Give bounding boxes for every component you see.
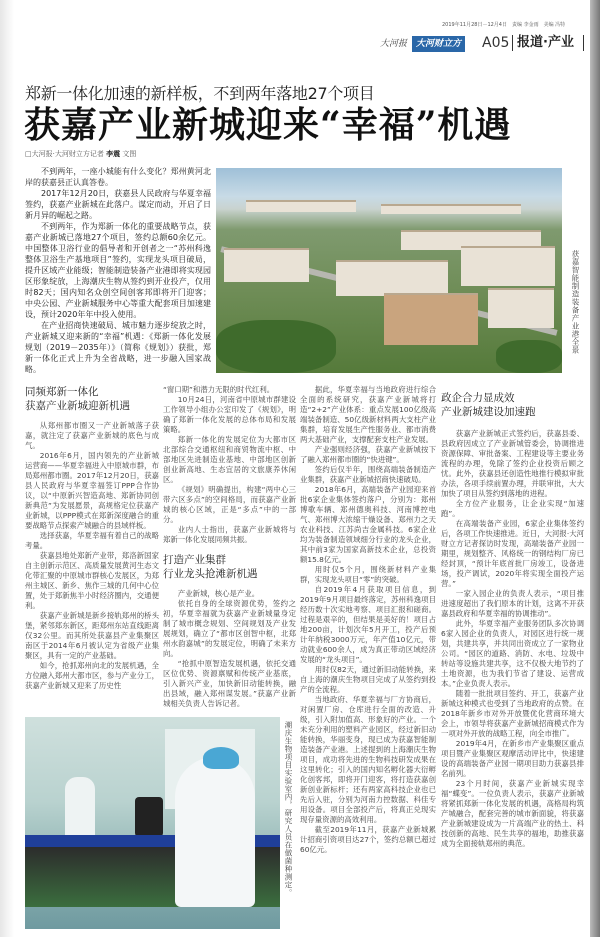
paragraph: 全方位产业服务，让企业实现“加速跑”。 <box>441 499 584 518</box>
byline <box>25 150 136 159</box>
paragraph: 不到两年，作为郑新一体化的重要战略节点，获嘉产业新城已落地27个项目，签约总额60余亿元。中国整体卫浴行业的倡导者和开创者之一“苏州科逸整体卫浴生产基地项目”签约，实现龙头项目破局，提升区域产业能级；智能制造装备产业港即将实现园区形象绽放，上海潮庆生物从签约到开业投产，仅用时82天；国内知名众创空间创客邦即将开门迎客；中央公园、产业新城服务中心等重大配套项目加速建设，预计2020年年中投入使用。 <box>25 222 211 319</box>
column-2 <box>163 385 296 709</box>
column-3 <box>300 385 436 855</box>
paragraph: 据此，华夏幸福与当地政府进行综合全面的系统研究，获嘉产业新城将打造“2+2”产业体系：重点发展100亿级高端装备制造、50亿级新材料两大支柱产业集群，培育发展生产性服务业、都市消费两大基础产业，支撑配套支柱产业发展。 <box>300 385 436 444</box>
paragraph: 自2019年4月获取项目信息，到2019年9月项目最终落定，苏州科逸项目经历数十次实地考察、项目汇报和磋商。过程是艰辛的，但结果是美好的！项目占地200亩，计划次年5月开工，投产后预计年纳税3000万元，年产值10亿元，带动就业600余人，成为真正带动区域经济发展的“龙头项目”。 <box>300 585 436 664</box>
building <box>488 288 554 328</box>
paragraph: 获嘉产业新城正式签约后，获嘉县委、县政府因成立了产业新城管委会，协调推进资源保障、审批备案、工程建设等主要业务流程的办理，免除了签约企业投资后顾之忧。此外，获嘉县还创造性地推行模拟审批办法，各项手续前置办理，并联审批，大大加快了项目从签约到落地的进程。 <box>441 429 584 498</box>
paragraph: 截至2019年11月，获嘉产业新城累计招商引资项目达27个，签约总额已超过60亿元。 <box>300 825 436 854</box>
divider <box>583 35 584 51</box>
heading-line: 获嘉产业新城迎新机遇 <box>25 400 130 412</box>
building <box>384 293 478 345</box>
paragraph: 郑新一体化的发展定位为大都市区北部综合交通枢纽和商贸物流中枢、中部地区先进制造业基地、中部地区创新创业新高地、生态宜居的文旅康养休闲区。 <box>163 435 296 484</box>
paragraph: 不到两年，一座小城能有什么变化？郑州黄河北岸的获嘉县正认真答卷。 <box>25 167 211 187</box>
column-4 <box>441 385 584 849</box>
paragraph: 从郑州都市圈又一产业新城落子获嘉，就注定了获嘉产业新城的底色与成气。 <box>25 421 159 450</box>
paragraph: “窗口期”和潜力无限的时代红利。 <box>163 385 275 394</box>
paragraph: 用时仅5个月，围绕新材料产业集群，实现龙头项目“零”的突破。 <box>300 565 436 584</box>
paragraph: 当地政府、华夏幸福与厂方协商后，对闲置厂房、仓库进行全面的改造、升级，引入附加值高、形象好的产业。一个未充分利用的塑料产业园区，经过新旧动能转换，华丽变身，现已成为获嘉智能制造装备产业港。上述提到的上海潮庆生物项目，成功将先进的生物科技研发成果在这里转化；引入的国内知名孵化器大衍孵化创客邦，即将开门迎客，将打造获嘉创新创业新标杆；还有两家高科技企业也已先后入驻，分别为河南力控数据、科佳专用设备。项目全部投产后，将真正兑现实现存量资源的高效利用。 <box>300 695 436 824</box>
building <box>381 204 521 214</box>
paragraph: 在高端装备产业园，6家企业集体签约后，各项工作快速推进。近日，大河报·大河财立方记者探访时发现，高端装备产业园一期里，规划整齐、风格统一的钢结构厂房已经封顶，“预计年底首批厂房竣工，设备进场，投产调试，2020年将实现全面投产运营。” <box>441 519 584 588</box>
trees <box>216 320 336 373</box>
section-name: 报道·产业 <box>517 35 574 50</box>
page-edge <box>590 0 600 937</box>
article-subtitle: 郑新一体化加速的新样板，不到两年落地27个项目 <box>25 84 375 103</box>
trees <box>496 340 562 373</box>
paragraph: 获嘉县地处郑新产业带，郑洛新国家自主创新示范区、高质量发展黄河生态文化带汇聚的中原城市群核心发展区，为郑州主城区、新乡、焦作三城的几何中心位置，处于郑新焦半小时经济圈内，交通便利。 <box>25 551 159 610</box>
paragraph: 产业新城，核心是产业。 <box>177 589 260 598</box>
researcher-cap <box>203 747 239 769</box>
page-header <box>380 22 585 60</box>
building <box>336 260 448 296</box>
photo-caption: 获嘉智能制造装备产业港全景 <box>571 250 580 354</box>
paragraph: 业内人士指出，获嘉产业新城将与郑新一体化发展同频共振。 <box>163 525 296 544</box>
paragraph: 2018年6月，高端装备产业园迎来首批6家企业集体签约落户，分别为：郑州博歌车辆、郑州德奥科技、河南博控电气、郑州博大浓缩干燥设备、郑州力之天农业科技、江苏尚吉金属科技。6家企业均为装备制造领域细分行业的龙头企业，其中前3家为国家高新技术企业，总投资额15.8亿元。 <box>300 485 436 564</box>
section-heading <box>25 385 159 413</box>
paragraph: 此外，华夏幸福产业服务团队多次协调6家入园企业的负责人，对园区进行统一规划，共建共享，并共同出资成立了一家物业公司。“园区的道路、消防、水电、垃圾中转站等设施共建共享，这不仅极大地节约了土地资源，也为我们节省了建设、运营成本。”企业负责人表示。 <box>441 619 584 688</box>
newspaper-logo: 大河报 <box>380 39 408 49</box>
paragraph: 产业强则经济强，获嘉产业新城按下了融入郑州都市圈的“快进键”。 <box>300 445 436 464</box>
byline-prefix: □大河报·大河财立方记者 <box>25 150 104 158</box>
paragraph: 在产业招商快速破局、城市魅力逐步绽放之时，产业新城又迎来新的“幸福”机遇：《郑新一体化发展规划（2019－2035年）》（简称《规划》）获批，郑新一体化正式上升为全省战略，进一步融入国家战略。 <box>25 321 211 374</box>
photo-caption: 潮庆生物项目实验室内，研究人员在做菌种测定。 <box>284 721 293 897</box>
paragraph: 依托自身的全球资源优势，签约之初，华夏幸福就为获嘉产业新城量身定制了城市概念规划、空间规划及产业发展规划，确立了“都市区创智中枢，北郑州水韵嘉城”的发展定位，明确了未来方向。 <box>163 599 296 658</box>
supplement-logo: 大河财立方 <box>412 36 465 52</box>
paragraph: 用时仅82天，通过新旧动能转换，来自上海的潮庆生物项目完成了从签约到投产的全流程。 <box>300 665 436 694</box>
building <box>461 246 555 286</box>
page-shadow <box>0 0 14 937</box>
heading-line: 同频郑新一体化 <box>25 386 99 398</box>
paragraph: 2016年6月，国内领先的产业新城运营商——华夏幸福进入中原城市群，布局郑州都市圈。2017年12月20日，获嘉县人民政府与华夏幸福签订PPP合作协议，以“中原新兴智造高地、郑新协同创新典范”为发展愿景，高规格定位获嘉产业新城，以PPP模式在郑新深度融合的重要战略节点探索产城融合的县域样板。 <box>25 451 159 530</box>
heading-line: 打造产业集群 <box>163 554 226 566</box>
laboratory-photo <box>25 717 280 929</box>
paragraph: 2019年4月，在新乡市产业集聚区重点项目暨产业集聚区观摩活动评比中，快速建设的高端装备产业园一期项目助力获嘉县排名前列。 <box>441 739 584 778</box>
paragraph: 选择获嘉，华夏幸福有着自己的战略考量。 <box>25 531 159 550</box>
column-1 <box>25 385 159 691</box>
paragraph: “抢抓中原智造发展机遇，依托交通区位优势、资源禀赋和传统产业基底，引入新兴产业，加快新旧动能转换，融出县域，融入郑州谋发展。”获嘉产业新城相关负责人告诉记者。 <box>163 659 296 708</box>
issue-meta: 2019年11月28日－12月4日 责编 李金雨 美编 冯特 <box>442 22 566 28</box>
industrial-park-aerial-photo <box>216 168 562 373</box>
paragraph: 签约后仅半年，围绕高端装备制造产业集群，获嘉产业新城招商快速破局。 <box>300 465 436 484</box>
paragraph: 一家入园企业的负责人表示，“项目推进速度超出了我们原本的计划，这离不开获嘉县政府和华夏幸福的协调推动”。 <box>441 589 584 618</box>
paragraph: 随着一批批项目签约、开工，获嘉产业新城这种模式也受到了当地政府的点赞。在2018年新乡市对外开放暨优化营商环境大会上，市领导将获嘉产业新城招商模式作为一项对外开放的战略工程，向全市推广。 <box>441 689 584 738</box>
heading-line: 政企合力显成效 <box>441 392 515 404</box>
building <box>246 200 356 212</box>
paragraph: 23个月时间，获嘉产业新城实现幸福“蝶变”。一位负责人表示，获嘉产业新城将紧抓郑新一体化发展的机遇，高格局构筑产城融合，配套完善的城市新面貌，将获嘉产业新城建设成为一片高端产业的热土、科技创新的高地、民生共享的福地，助推获嘉成为全面接轨郑州的典范。 <box>441 779 584 848</box>
researcher <box>175 757 255 907</box>
article-title: 获嘉产业新城迎来“幸福”机遇 <box>24 104 512 146</box>
microscope <box>135 797 163 837</box>
paragraph: 10月24日，河南省中原城市群建设工作领导小组办公室印发了《规划》，明确了郑新一体化发展的总体布局和发展策略。 <box>163 395 296 434</box>
building <box>224 248 309 282</box>
paragraph: 如今，抢抓郑州向北的发展机遇，全方位融入郑州大都市区，参与产业分工，获嘉产业新城又迎来了历史性 <box>25 661 159 690</box>
paragraph: 2017年12月20日，获嘉县人民政府与华夏幸福签约，获嘉产业新城在此落户。谋定而动，开启了日新月异的崛起之路。 <box>25 189 211 220</box>
page-number: A05 <box>482 35 510 51</box>
byline-author: 李震 <box>106 150 121 158</box>
heading-line: 行业龙头抢滩新机遇 <box>163 568 258 580</box>
section-heading <box>441 391 584 419</box>
article-intro <box>25 166 211 375</box>
byline-suffix: 文图 <box>122 150 137 158</box>
section-heading <box>163 553 296 581</box>
heading-line: 产业新城建设加速跑 <box>441 406 536 418</box>
divider <box>512 35 513 51</box>
paragraph: 获嘉产业新城是新乡接轨郑州的桥头堡，紧邻郑东新区，距郑州东站直线距离仅32公里。而其所处获嘉县产业集聚区南区于2014年6月被认定为省级产业集聚区，具有一定的产业基础。 <box>25 611 159 660</box>
paragraph: 《规划》明确提出，构建“两中心三带六区多点”的空间格局，而获嘉产业新城的核心区域，正是“多点”中的一部分。 <box>163 485 296 524</box>
